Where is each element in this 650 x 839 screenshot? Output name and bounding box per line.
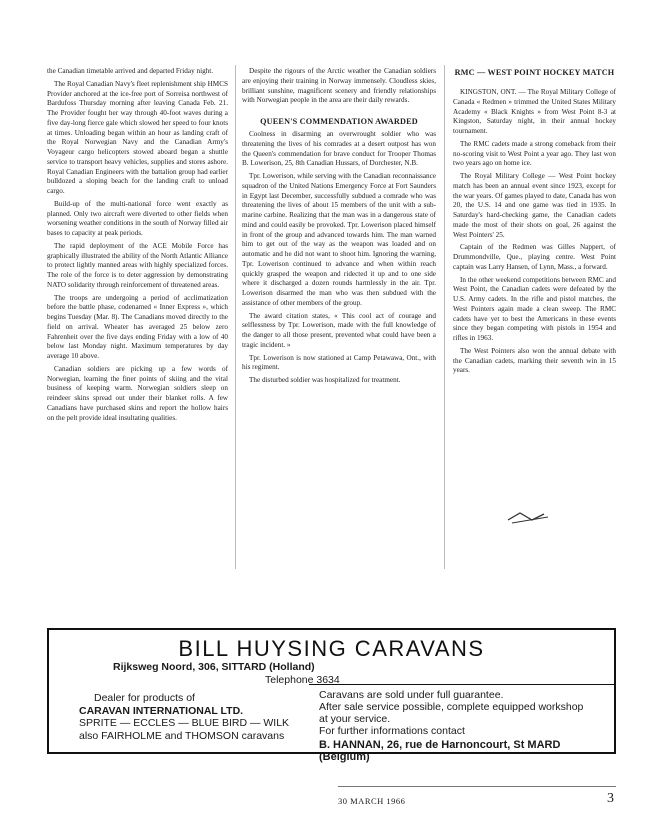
article-column-2 (242, 67, 436, 389)
paragraph: The Royal Canadian Navy's fleet replenishment ship HMCS Provider anchored at the ice-free port of Sorreisa northwest of Bardufoss Thursday morning after leaving Canada Feb. 21. The Provider fought her way through 40-foot waves during a five day-long fierce gale which slowed her speed to four knots at times. Unloading began within an hour as landing craft of the Royal Norwegian Navy and the Canadian Army's Voyageur cargo helicopters stowed aboard began a shuttle service to transport heavy vehicles, supplies and stores ashore. Royal Canadian Engineers with the battalion group had earlier bulldozed a sloping beach for the landing craft to unload cargo. (47, 79, 228, 195)
paragraph: Canadian soldiers are picking up a few words of Norwegian, learning the finer points of skiing and the vital business of keeping warm. Norwegian soldiers sleep on reindeer skins spread out under their blanket rolls. A few Canadians have purchased skins and report the hollow hairs on the pelt provide ideal insultating qualities. (47, 364, 228, 422)
paragraph: The West Pointers also won the annual debate with the Canadian cadets, marking their seventh win in 15 years. (453, 346, 616, 375)
article-column-3 (453, 67, 616, 379)
paragraph: The troops are undergoing a period of acclimatization before the battle phase, codenamed « Inner Express », which begins Tuesday (Mar. 8). The Canadians moved directly to the field on arrival. Wheater has averaged 25 below zero Fahrenheit over the five days ending Friday with a low of 40 below last Monday night. Maximum temperatures by day average 10 above. (47, 293, 228, 360)
advertisement-box (47, 628, 616, 763)
paragraph: Despite the rigours of the Arctic weather the Canadian soldiers are enjoying their training in Norway immensely. Cloudless skies, brilliant sunshine, magnificent scenery and friendly relationships with Norwegian people in the area are their daily rewards. (242, 67, 436, 105)
paragraph: Captain of the Redmen was Gilles Nappert, of Drummondville, Que., playing centre. West Point captain was Larry Hansen, of Lynn, Mass., a forward. (453, 243, 616, 271)
ad-phone: Telephone 3634 (265, 674, 340, 686)
paragraph: The Royal Military College — West Point hockey match has been an annual event since 1923, except for the war years. Of games played to date, Canada has won 20, the U.S. 14 and one game was tied in 1935. In Saturday's hard-checking game, the Canadian cadets made the most of their shots on goal, 26 against the West Pointers' 25. (453, 172, 616, 239)
ad-divider (309, 684, 614, 685)
ad-product-line: SPRITE — ECCLES — BLUE BIRD — WILK (79, 717, 290, 729)
paragraph: Build-up of the multi-national force went exactly as planned. Only two aircraft were diverted to other fields when worsening weather conditions in the south of Norway filled air bases to capacity at peak periods. (47, 199, 228, 237)
ad-product-line: also FAIRHOLME and THOMSON caravans (79, 729, 285, 742)
paragraph: Tpr. Lowerison is now stationed at Camp Petawawa, Ont., with his regiment. (242, 353, 436, 372)
paragraph: In the other weekend competitions between RMC and West Point, the Canadian cadets were defeated by the U.S. Army cadets. In the rifle and pistol matches, the West Pointers again made a clean sweep. The RMC cadets have yet to best the Americans in these events since they began competing with pistols in 1954 and rifles in 1963. (453, 275, 616, 342)
section-heading: QUEEN'S COMMENDATION AWARDED (260, 117, 418, 126)
article-column-1 (47, 67, 228, 426)
page-number: 3 (607, 791, 614, 806)
ad-contact-address: B. HANNAN, 26, rue de Harnoncourt, St MARD (Belgium) (319, 739, 561, 763)
column-divider (444, 65, 445, 569)
paragraph: Tpr. Lowerison, while serving with the Canadian reconnaissance squadron of the United Nations Emergency Force at Fort Saunders in Egypt last December, successfully subdued a comrade who was threatening the lives of about 15 members of the unit with a sub-marine carbine. Realizing that the man was in a dangerous state of mind and could easily be provoked. Tpr. Lowerison placed himself in front of the group and advanced towards him. The man warned him to get out of the way as the weapon was loaded and on automatic and he did not want to shoot him. Ignoring the warning, Tpr. Lowerison continued to advance and when within reach quickly grasped the weapon and ridected it up and to one side where it discharged a dozen rounds harmlessly in the air. Tpr. Lowerison disarmed the man who was then subdued with the assistance of other members of the group. (242, 172, 436, 307)
paragraph: The RMC cadets made a strong comeback from their no-scoring visit to West Point a year ago. They last won two years ago on home ice. (453, 139, 616, 168)
paragraph: The rapid deployment of the ACE Mobile Force has graphically illustrated the ability of the North Atlantic Alliance to protect lightly manned areas with highly specialized forces. The role of the force is to deter aggression by demonstrating NATO solidarity through reinforcement of threatened areas. (47, 241, 228, 289)
paragraph: Coolness in disarming an overwrought soldier who was threatening the lives of his comrades at a desert outpost has won the Queen's commendation for brave conduct for Trooper Thomas B. Lowerison, 25, 8th Canadian Hussars, of Dorchester, N.B. (242, 130, 436, 168)
column-divider (235, 65, 236, 569)
ad-company-name: CARAVAN INTERNATIONAL LTD. (79, 704, 244, 717)
section-heading: RMC — WEST POINT HOCKEY MATCH (454, 68, 615, 77)
footer-rule (338, 786, 616, 787)
ad-dealer-info (79, 692, 289, 742)
paragraph: the Canadian timetable arrived and departed Friday night. (47, 67, 214, 75)
end-mark-icon (506, 508, 550, 526)
issue-date: 30 MARCH 1966 (338, 796, 406, 806)
ad-contact-label: For further informations contact (319, 725, 465, 737)
paragraph: The disturbed soldier was hospitalized for treatment. (249, 376, 401, 384)
paragraph: KINGSTON, ONT. — The Royal Military College of Canada « Redmen » trimmed the United States Military Academy « Black Knights » from West Point 8-3 at Kingston, Saturday night, in their annual hockey tournament. (453, 88, 616, 135)
ad-dealer-line: Dealer for products of (94, 692, 195, 704)
ad-address: Rijksweg Noord, 306, SITTARD (Holland) (113, 661, 315, 673)
paragraph: The award citation states, « This cool act of courage and selflessness by Tpr. Lowerison, made with the full knowledge of the danger to all those present, prevented what could have been a tragic incident. » (242, 311, 436, 349)
ad-guarantee-info (319, 689, 614, 763)
ad-service-line: at your service. (319, 713, 391, 725)
ad-title: BILL HUYSING CARAVANS (178, 636, 485, 661)
ad-service-line: After sale service possible, complete equipped workshop (319, 701, 584, 713)
ad-guarantee-line: Caravans are sold under full guarantee. (319, 689, 504, 701)
